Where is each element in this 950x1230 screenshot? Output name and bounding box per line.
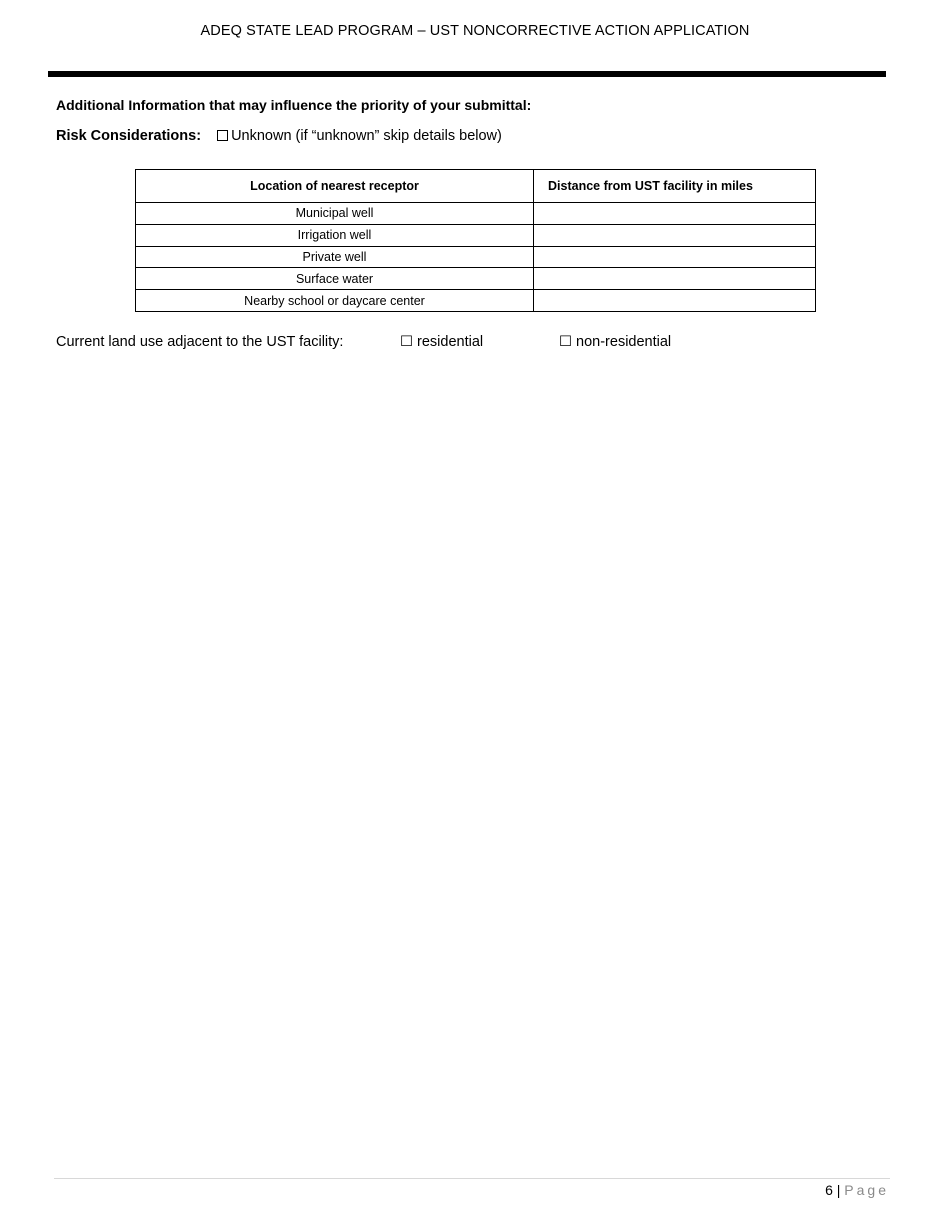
unknown-option-label: Unknown (if “unknown” skip details below): [231, 128, 502, 144]
table-header-row: [136, 170, 816, 203]
header-divider: [48, 71, 886, 77]
page-separator: |: [836, 1182, 841, 1198]
footer-divider: [54, 1178, 890, 1179]
table-row: [136, 268, 816, 290]
risk-label: Risk Considerations:: [56, 128, 202, 144]
section-heading: Additional Information that may influence the priority of your submittal:: [56, 97, 532, 113]
table-row: [136, 290, 816, 312]
page-footer: [825, 1182, 889, 1198]
distance-cell[interactable]: [534, 203, 816, 225]
table-row: [136, 224, 816, 246]
residential-option[interactable]: ☐ residential: [400, 334, 484, 350]
page-word: Page: [844, 1182, 889, 1198]
distance-cell[interactable]: [534, 268, 816, 290]
distance-column-header: Distance from UST facility in miles: [534, 170, 816, 203]
unknown-checkbox[interactable]: [217, 130, 228, 141]
location-cell: Irrigation well: [136, 224, 534, 246]
table-row: [136, 246, 816, 268]
location-cell: Municipal well: [136, 203, 534, 225]
receptor-table: [135, 169, 816, 312]
distance-cell[interactable]: [534, 290, 816, 312]
non-residential-option[interactable]: ☐ non-residential: [559, 334, 672, 350]
location-cell: Surface water: [136, 268, 534, 290]
land-use-label: Current land use adjacent to the UST facility:: [56, 334, 344, 350]
location-column-header: Location of nearest receptor: [136, 170, 534, 203]
location-cell: Nearby school or daycare center: [136, 290, 534, 312]
distance-cell[interactable]: [534, 246, 816, 268]
page-header-title: ADEQ STATE LEAD PROGRAM – UST NONCORRECTIVE ACTION APPLICATION: [200, 23, 750, 39]
risk-considerations: [56, 128, 502, 144]
table-row: [136, 203, 816, 225]
land-use-line: [56, 334, 672, 350]
distance-cell[interactable]: [534, 224, 816, 246]
page-number: 6: [825, 1182, 833, 1198]
location-cell: Private well: [136, 246, 534, 268]
